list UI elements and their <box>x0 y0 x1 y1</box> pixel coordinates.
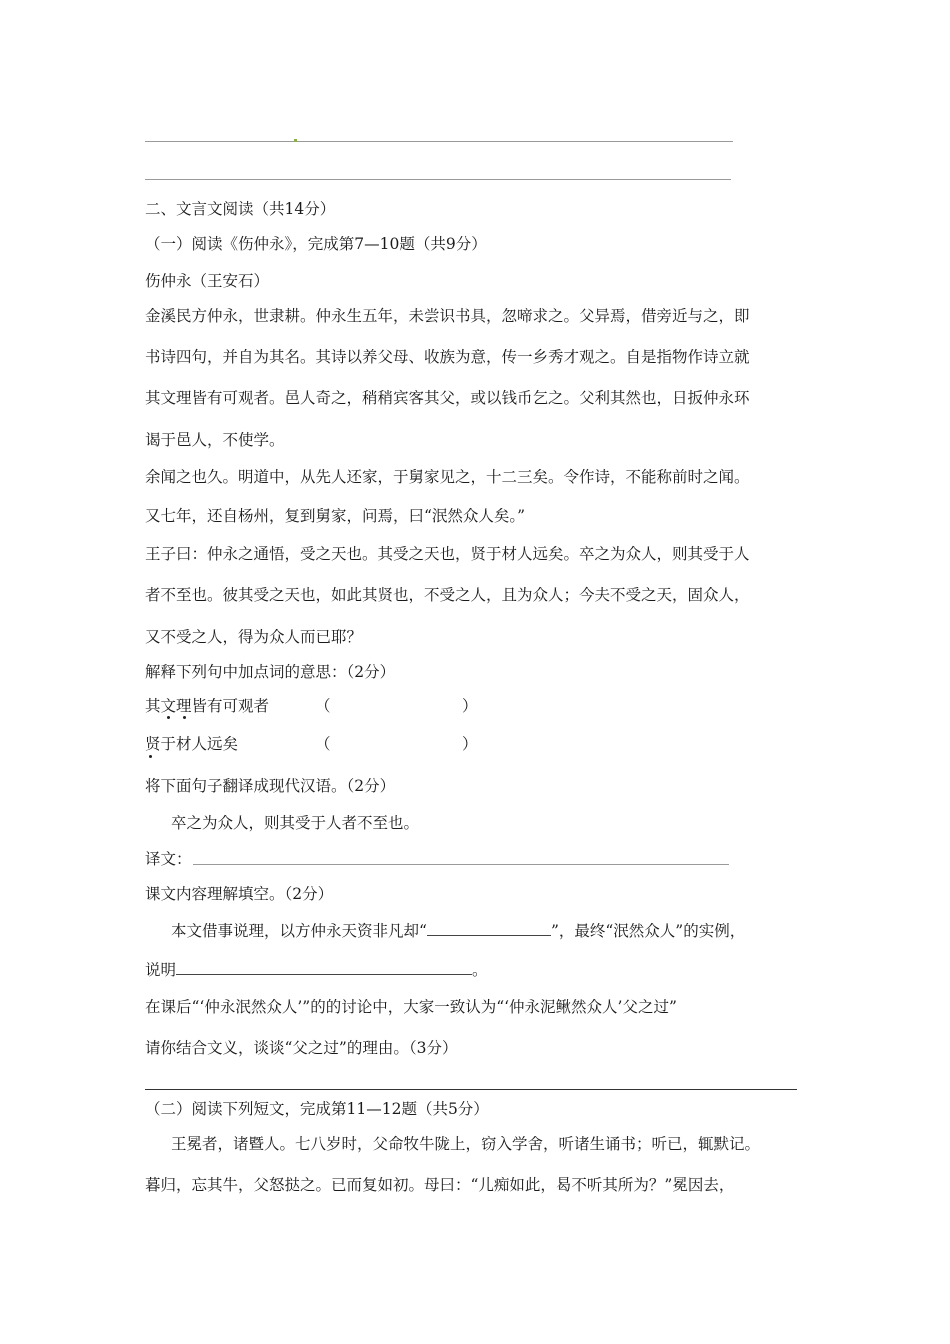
fill-line-2 <box>145 960 488 980</box>
fill-text: ”，最终“泯然众人”的实例， <box>550 922 746 940</box>
fill-line-1 <box>171 921 745 941</box>
paragraph-line: 谒于邑人，不使学。 <box>145 431 285 449</box>
mark-dot <box>294 139 297 142</box>
fill-text: 说明 <box>145 961 177 979</box>
answer-line <box>145 179 731 180</box>
question-prompt: 课文内容理解填空。（2分） <box>145 885 334 903</box>
emphasis-dot <box>149 755 152 758</box>
paragraph-line: 又七年，还自杨州，复到舅家，问焉，曰“泯然众人矣。” <box>145 507 526 525</box>
fill-blank <box>427 921 551 936</box>
paragraph-line: 余闻之也久。明道中，从先人还家，于舅家见之，十二三矣。令作诗，不能称前时之闻。 <box>145 468 750 486</box>
paragraph-line: 者不至也。彼其受之天也，如此其贤也，不受之人，且为众人；今夫不受之天，固众人， <box>145 586 750 604</box>
answer-line <box>145 141 733 142</box>
text-title: 伤仲永（王安石） <box>145 272 270 290</box>
paragraph-line: 又不受之人，得为众人而已耶？ <box>145 628 363 646</box>
explain-item-2: 贤于材人远矣 <box>145 735 239 753</box>
answer-line <box>145 1089 797 1090</box>
answer-line <box>193 864 729 865</box>
answer-paren-open: （ <box>315 697 331 715</box>
emphasis-dot <box>167 716 170 719</box>
paragraph-line: 王冕者，诸暨人。七八岁时，父命牧牛陇上，窃入学舍，听诸生诵书；听已，辄默记。 <box>171 1135 761 1153</box>
part1-heading: （一）阅读《伤仲永》，完成第7—10题（共9分） <box>145 235 487 253</box>
paragraph-line: 其文理皆有可观者。邑人奇之，稍稍宾客其父，或以钱币乞之。父利其然也，日扳仲永环 <box>145 389 750 407</box>
fill-text: 。 <box>472 961 488 979</box>
answer-paren-open: （ <box>315 735 331 753</box>
translate-sentence: 卒之为众人，则其受于人者不至也。 <box>171 814 420 832</box>
answer-label: 译文： <box>145 850 192 868</box>
section-title: 二、文言文阅读（共14分） <box>145 200 336 218</box>
answer-paren-close: ） <box>462 735 478 753</box>
discuss-line: 请你结合文义，谈谈“父之过”的理由。（3分） <box>145 1039 458 1057</box>
fill-blank <box>176 960 472 975</box>
paragraph-line: 金溪民方仲永，世隶耕。仲永生五年，未尝识书具，忽啼求之。父异焉，借旁近与之，即 <box>145 307 750 325</box>
answer-paren-close: ） <box>462 697 478 715</box>
question-prompt: 解释下列句中加点词的意思：（2分） <box>145 663 396 681</box>
emphasis-dot <box>183 716 186 719</box>
paragraph-line: 书诗四句，并自为其名。其诗以养父母、收族为意，传一乡秀才观之。自是指物作诗立就 <box>145 348 750 366</box>
question-prompt: 将下面句子翻译成现代汉语。（2分） <box>145 777 396 795</box>
discuss-line: 在课后“‘仲永泯然众人’”的的讨论中，大家一致认为“‘仲永泥鳅然众人’父之过” <box>145 998 677 1016</box>
fill-text: 本文借事说理，以方仲永天资非凡却“ <box>171 922 427 940</box>
paragraph-line: 王子曰：仲永之通悟，受之天也。其受之天也，贤于材人远矣。卒之为众人，则其受于人 <box>145 545 750 563</box>
part2-heading: （二）阅读下列短文，完成第11—12题（共5分） <box>145 1100 489 1118</box>
explain-item-1: 其文理皆有可观者 <box>145 697 270 715</box>
paragraph-line: 暮归，忘其牛，父怒挞之。已而复如初。母曰：“儿痴如此，曷不听其所为？”冕因去， <box>145 1176 735 1194</box>
